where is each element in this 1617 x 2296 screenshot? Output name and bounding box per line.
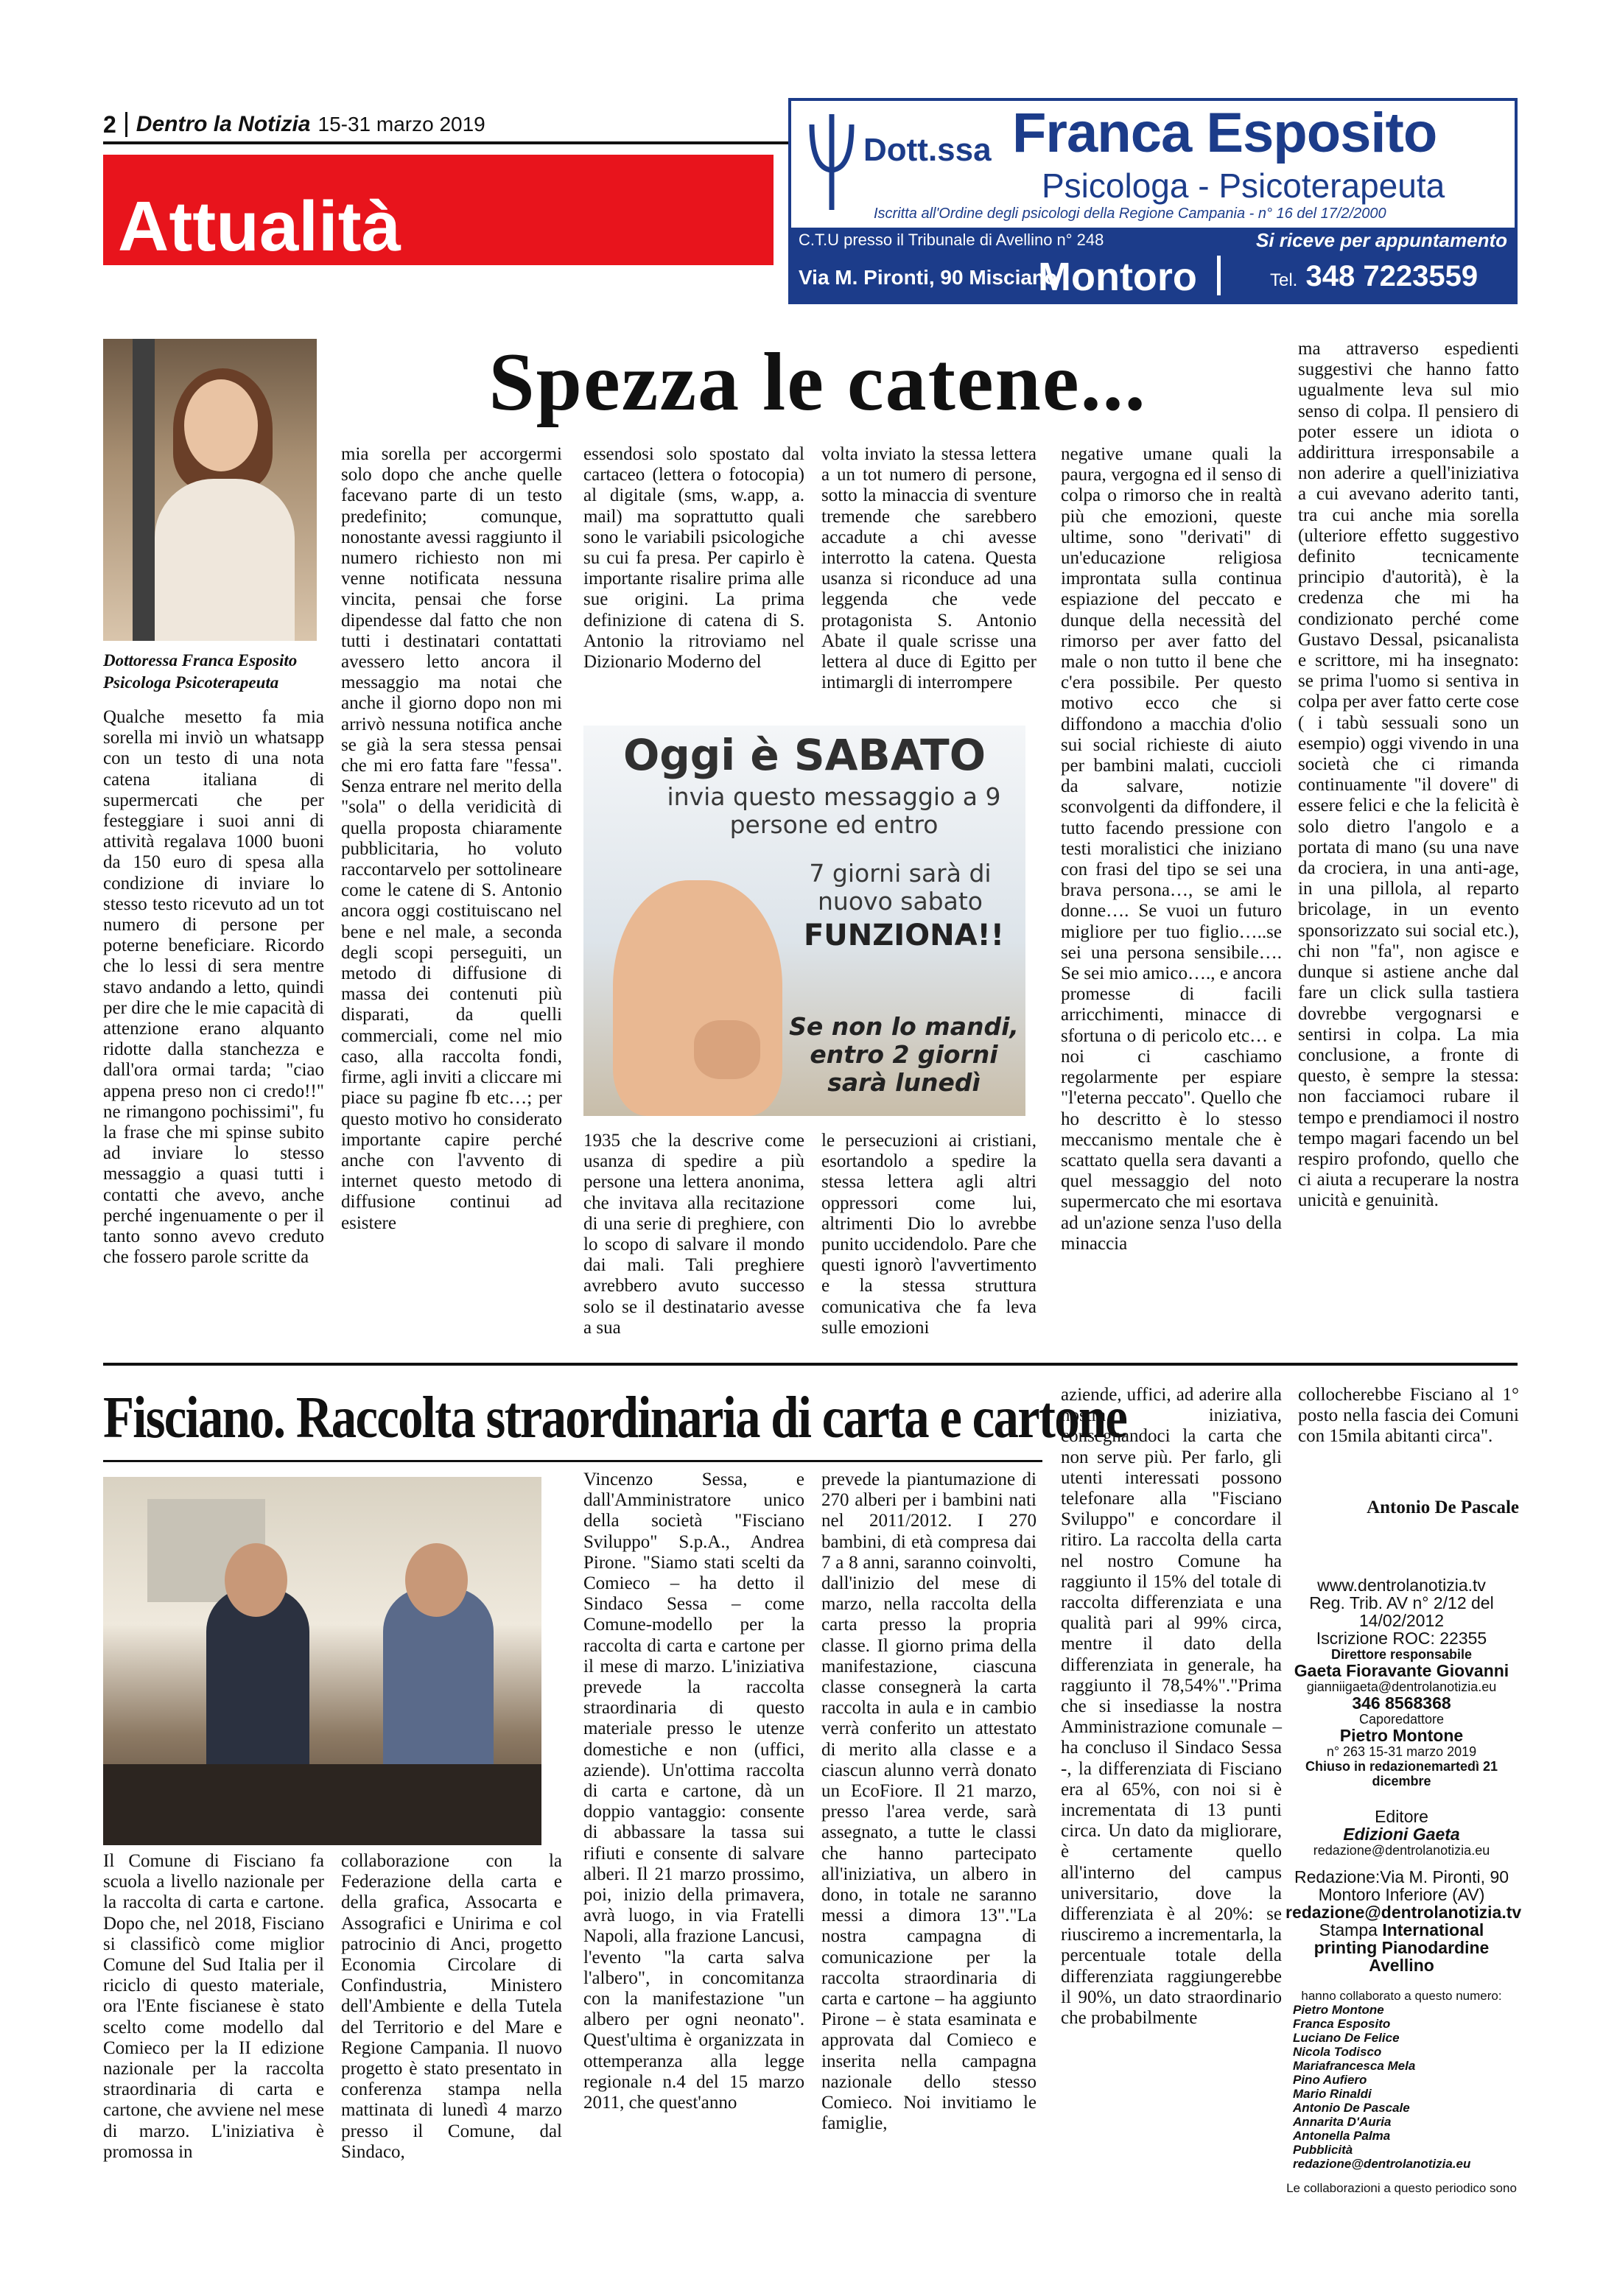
registration: Reg. Trib. AV n° 2/12 del 14/02/2012 <box>1309 1593 1494 1630</box>
director-label: Direttore responsabile <box>1330 1647 1473 1662</box>
director-email: gianniigaeta@dentrolanotizia.eu <box>1306 1679 1497 1694</box>
editor: Pietro Montone <box>1339 1726 1464 1745</box>
phone: 346 8568368 <box>1352 1693 1451 1713</box>
advertisement-box <box>788 98 1518 304</box>
address: Redazione:Via M. Pironti, 90 Montoro Inferiore (AV) <box>1294 1867 1509 1904</box>
article2-col4: prevede la piantumazione di 270 alberi per i bambini nati nel 2011/2012. I 270 bambini, di età compresa dai 7 a 8 anni, saranno coinvolti, dall'inizio del mese di marzo, nella raccolta della carta presso la propria classe. Il giorno prima della manifestazione, ciascuna classe consegnerà la carta raccolta in aula e in cambio verrà conferito un attestato di merito alla classe e a ciascun alunno verrà donato un EcoFiore. Il 21 marzo, presso l'area verde, sarà assegnato, a tutte le classi che hanno partecipato all'iniziativa, un albero in dono, in totale ne saranno messi a dimora 13"."La nostra campagna di comunicazione per la raccolta straordinaria di carta e cartone – ha aggiunto Pirone – è stata esaminata e approvata dal Comieco e inserita nella campagna nazionale dello stesso Comieco. Noi invitiamo le famiglie, <box>821 1470 1037 2134</box>
meme-image <box>583 726 1025 1116</box>
publication-name: Dentro la Notizia <box>136 112 311 136</box>
article1-col3-top: essendosi solo spostato dal cartaceo (lettera o fotocopia) al digitale (sms, w.app, a. mail) ma soprattutto quali sono le variabili psicologiche su cui fa presa. Per capirlo è importante risalire prima alle sue origini. La prima definizione di catena di S. Antonio la ritroviamo nel Dizionario Moderno del <box>583 444 804 673</box>
ad-address: Via M. Pironti, 90 Misciano <box>799 266 1058 289</box>
article2-col3: Vincenzo Sessa, e dall'Amministratore unico della società "Fisciano Sviluppo" S.p.A., Andrea Pirone. "Siamo stati scelti da Comieco – ha detto il Sindaco Sessa – come Comune-modello per la raccolta di carta e cartone per il mese di marzo. L'iniziativa prevede la raccolta straordinaria di questo materiale presso le utenze domestiche e non (uffici, aziende). Un'ottima raccolta di carta e cartone, dà un doppio vantaggio: consente di abbassare la tassa sui rifiuti e consente di salvare alberi. Il 21 marzo prossimo, poi, inizio della primavera, avrà luogo, in via Fratelli Napoli, alla frazione Lancusi, l'evento "la carta salva l'albero", in concomitanza con la manifestazione "un albero per ogni neonato". Quest'ultima è organizzata in ottemperanza alla legge regionale n.4 del 15 marzo 2011, che quest'anno <box>583 1470 804 2113</box>
ad-ctu: C.T.U presso il Tribunale di Avellino n° 248 <box>799 231 1104 249</box>
issue: n° 263 15-31 marzo 2019 <box>1326 1744 1477 1759</box>
press-conference-photo <box>103 1477 541 1845</box>
publisher: Edizioni Gaeta <box>1343 1825 1460 1844</box>
meme-line1: Oggi è SABATO <box>622 730 986 780</box>
publisher-email: redazione@dentrolanotizia.eu <box>1313 1843 1490 1858</box>
collaborator-name: Pino Aufiero <box>1293 2073 1367 2087</box>
section-banner: Attualità <box>103 155 774 265</box>
collaborator-name: Franca Esposito <box>1293 2017 1391 2031</box>
collaborator-name: Pietro Montone <box>1293 2003 1384 2017</box>
title-underline <box>103 1460 1042 1462</box>
ad-title-prefix: Dott.ssa <box>863 132 992 168</box>
page-number: 2 <box>103 112 127 137</box>
redazione-email: redazione@dentrolanotizia.tv <box>1285 1903 1522 1922</box>
collaborator-name: Nicola Todisco <box>1293 2045 1382 2059</box>
colophon <box>1285 1576 1522 1975</box>
article1-col1: Qualche mesetto fa mia sorella mi inviò un whatsapp con un testo di una nota catena italiana di supermercati che per festeggiare i suoi anni di attività regalava 1000 buoni da 150 euro di spesa alla condizione di inviare lo stesso testo ricevuto ad un tot numero di persone per poterne beneficiare. Ricordo che lo lessi di sera mentre stavo andando a letto, quindi per dire che le mie capacità di attenzione erano alquanto ridotte dalla stanchezza e dall'ora ormai tarda; "ciao appena preso non ci credo!!" ne rimangono pochissimi", fu la frase che mi spinse subito ad inviare lo stesso messaggio a quasi tutti i contatti che avevo, anche perché ingenuamente o per il tanto sonno avevo creduto che fossero parole scritte da <box>103 707 324 1268</box>
article2-col1: Il Comune di Fisciano fa scuola a livello nazionale per la raccolta di carta e cartone. Dopo che, nel 2018, Fisciano si classificò come miglior Comune del Sud Italia per il riciclo di questo materiale, ora l'Ente fiscianese è stato scelto come modello dal Comieco per la II edizione nazionale per la raccolta straordinaria di carta e cartone, che avviene nel mese di marzo. L'iniziativa è promossa in <box>103 1851 324 2162</box>
page-header <box>103 110 788 144</box>
collaborator-name: Luciano De Felice <box>1293 2031 1400 2045</box>
ad-town: Montoro <box>1038 255 1197 299</box>
meme-line4: FUNZIONA!! <box>803 919 1005 952</box>
ad-registration: Iscritta all'Ordine degli psicologi della Regione Campania - n° 16 del 17/2/2000 <box>874 206 1386 222</box>
article1-col3-bottom: 1935 che la descrive come usanza di spedire a più persone una lettera anonima, che invitava alla recitazione di una serie di preghiere, con lo scopo di salvare il mondo dai mali. Tali preghiere avrebbero avuto successo solo se il destinatario avesse a sua <box>583 1131 804 1338</box>
article2-author: Antonio De Pascale <box>1367 1498 1519 1517</box>
ad-phone-number: 348 7223559 <box>1305 260 1479 292</box>
collab-note: Le collaborazioni a questo periodico sono <box>1286 2181 1517 2195</box>
photo-caption <box>103 650 324 694</box>
caption-role: Psicologa Psicoterapeuta <box>103 673 279 692</box>
article2-title: Fisciano. Raccolta straordinaria di carta e cartone <box>103 1386 1127 1450</box>
article-title: Spezza le catene... <box>488 337 1147 428</box>
collab-label: hanno collaborato a questo numero: <box>1301 1989 1502 2003</box>
collaborators-box <box>1285 1989 1518 2195</box>
printer: International printing Pianodardine Avellino <box>1313 1920 1490 1975</box>
article2-col6: collocherebbe Fisciano al 1° posto nella fascia dei Comuni con 15mila abitanti circa". <box>1298 1385 1519 1447</box>
ads-contact: Pubblicità redazione@dentrolanotizia.eu <box>1293 2143 1471 2171</box>
ad-phone <box>1270 260 1478 293</box>
collaborator-name: Antonio De Pascale <box>1293 2101 1410 2115</box>
article1-col5: negative umane quali la paura, vergogna ed il senso di colpa o rimorso che in realtà più che emozioni, queste ultime, sono "derivati" di un'educazione religiosa improntata sulla continua espiazione del peccato e dunque della necessità del rimorso per aver fatto del male o non tutto il bene che c'era possibile. Per questo motivo ecco che si diffondono a macchia d'olio sui social richieste di aiuto per bambini malati, cuccioli da salvare, notizie sconvolgenti da diffondere, il tutto facendo pressione con testi moralistici che iniziano con frasi del tipo se sei una brava persona…, se ami le donne…. Se vuoi un futuro migliore per tuo figlio…..se sei una persona sensibile…. Se sei mio amico…., e ancora promesse di facili arricchimenti, minacce di sfortuna o di pericolo etc… e noi ci caschiamo regolarmente per espiare "l'eterna peccato". Quello che ho descritto è lo stesso meccanismo mentale che è scattato quella sera davanti a quel messaggio del noto supermercato che mi esortava ad un'azione senza l'uso della minaccia <box>1061 444 1282 1254</box>
article1-col6: ma attraverso espedienti suggestivi che hanno fatto ugualmente leva sul mio senso di colpa. Il pensiero di poter essere un idiota o addirittura irresponsabile a non aderire a quell'iniziativa a cui avevano aderito tanti, tra cui anche mia sorella (ulteriore effetto suggestivo definito tecnicamente principio d'autorità), è la credenza che mi ha condizionato perché come Gustavo Dessal, psicanalista e scrittore, mi ha insegnato: se prima l'uomo si sentiva in colpa per aver fatto certe cose ( i tabù sessuali sono un esempio) oggi vivendo in una società che ci rimanda continuamente "il dovere" di essere felici e che la felicità è solo dietro l'angolo e a portata di mano (su una nave da crociera, in una anti-age, in una pillola, al reparto bricolage, in un evento sponsorizzato sui social etc.), chi non "fa", non agisce e dunque si astiene anche dal fare un click sulla tastiera dovrebbe vergognarsi e sentirsi in colpa. La mia conclusione, a fronte di questo, è sempre la stessa: non facciamoci rubare il tempo e prendiamoci il nostro tempo magari facendo un bel respiro profondo, quello che ci aiuta a recuperare la nostra unicità e genuinità. <box>1298 339 1519 1211</box>
collaborator-name: Annarita D'Auria <box>1293 2115 1392 2129</box>
author-photo <box>103 339 317 641</box>
article1-col4-bottom: le persecuzioni ai cristiani, esortandolo a spedire la stessa lettera agli altri oppressori come lui, altrimenti Dio lo avrebbe punito uccidendolo. Pare che questi ignorò l'avvertimento e la stessa struttura comunicativa che fa leva sulle emozioni <box>821 1131 1037 1338</box>
ad-profession: Psicologa - Psicoterapeuta <box>1042 166 1445 205</box>
meme-line5: Se non lo mandi, entro 2 giorni sarà lunedì <box>789 1012 1019 1097</box>
collaborator-name: Mariafrancesca Mela <box>1293 2059 1416 2073</box>
director: Gaeta Fioravante Giovanni <box>1294 1661 1509 1680</box>
editor-label: Caporedattore <box>1358 1712 1445 1727</box>
website: www.dentrolanotizia.tv <box>1317 1576 1486 1595</box>
ad-phone-label: Tel. <box>1270 270 1298 290</box>
ad-appointment: Si riceve per appuntamento <box>1256 229 1507 251</box>
meme-line2: invia questo messaggio a 9 persone ed entro <box>667 782 1001 839</box>
article1-col4-top: volta inviato la stessa lettera a un tot numero di persone, sotto la minaccia di sventure tremende che sarebbero accadute a chi avesse interrotto la catena. Questa usanza si riconduce ad una leggenda che vede protagonista S. Antonio Abate il quale scrisse una lettera al duce di Egitto per intimargli di interrompere <box>821 444 1037 693</box>
collaborator-name: Mario Rinaldi <box>1293 2087 1372 2101</box>
print-info <box>1285 1921 1518 1974</box>
collaborator-name: Antonella Palma <box>1293 2129 1391 2143</box>
section-divider <box>103 1363 1518 1366</box>
collaborator-list <box>1285 2003 1518 2143</box>
roc: Iscrizione ROC: 22355 <box>1316 1629 1487 1648</box>
psi-icon <box>806 110 857 213</box>
article2-col5: aziende, uffici, ad aderire alla nostra iniziativa, consegnandoci la carta che non serve più. Per farlo, gli utenti interessati possono telefonare alla "Fisciano Sviluppo" e concordare il ritiro. La raccolta della carta nel nostro Comune ha raggiunto il 15% del totale di raccolta differenziata e una qualità pari al 99% circa, mentre il dato della differenziata in generale, ha raggiunto il 78,54%"."Prima che si insediasse la nostra Amministrazione comunale – ha concluso il Sindaco Sessa -, la differenziata di Fisciano era al 65%, con noi si è incrementata di 13 punti circa. Un dato da migliorare, è certamente quello all'interno del campus universitario, dove la differenziata è al 20%: se riusciremo a incrementarla, la percentuale totale della differenziata raggiungerebbe il 90%, un dato straordinario che probabilmente <box>1061 1385 1282 2029</box>
publisher-label: Editore <box>1375 1807 1428 1826</box>
closing: Chiuso in redazionemartedì 21 dicembre <box>1305 1759 1498 1788</box>
issue-date: 15-31 marzo 2019 <box>318 113 485 136</box>
ad-divider <box>1217 256 1221 295</box>
print-label: Stampa <box>1319 1920 1378 1939</box>
article1-col2: mia sorella per accorgermi solo dopo che anche quelle facevano parte di un testo predefinito; comunque, nonostante avessi raggiunto il numero richiesto non mi venne notificata nessuna vincita, pensai che forse dipendesse dal fatto che non tutti i destinatari contattati avessero letto ancora il messaggio ma notai che anche il giorno dopo non mi arrivò nessuna notifica anche se già la sera stessa pensai che mi ero fatta fare "fessa". Senza entrare nel merito della "sola" o della veridicità di quella proposta chiaramente pubblicitaria, ho voluto raccontarvelo per sottolineare come le catene di S. Antonio ancora oggi costituiscano nel bene e nel male, a seconda degli scopi perseguiti, un metodo di diffusione di massa dei contenuti più disparati, da quelli commerciali, come nel mio caso, alla raccolta fondi, firme, agli inviti a cliccare mi piace su pagine fb etc…; per questo motivo ho considerato importante capire perché anche con l'avvento di internet questo metodo di diffusione continui ad esistere <box>341 444 562 1233</box>
ad-name: Franca Esposito <box>1012 102 1437 164</box>
caption-name: Dottoressa Franca Esposito <box>103 651 298 670</box>
meme-line3: 7 giorni sarà di nuovo sabato <box>809 859 992 916</box>
article2-col2: collaborazione con la Federazione della carta e della grafica, Assocarta e Assografici e Unirima e col patrocinio di Anci, progetto Economia Circolare di Confindustria, Ministero dell'Ambiente e della Tutela del Territorio e del Mare e Regione Campania. Il nuovo progetto è stato presentato in conferenza stampa nella mattinata di lunedì 4 marzo presso il Comune, dal Sindaco, <box>341 1851 562 2162</box>
